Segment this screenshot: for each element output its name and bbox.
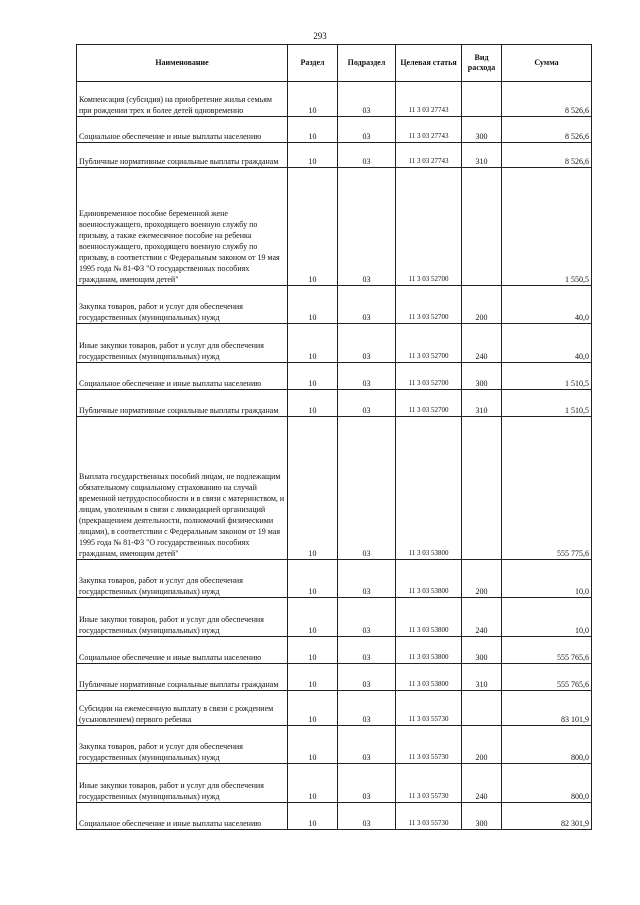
row-type: 200 — [462, 286, 502, 324]
row-subsection: 03 — [338, 363, 396, 390]
table-row — [77, 168, 592, 286]
row-type: 240 — [462, 764, 502, 803]
page-number: 293 — [313, 31, 327, 41]
row-type — [462, 417, 502, 560]
row-name: Компенсация (субсидия) на приобретение жилья семьям при рождении трех и более детей одновременно — [77, 82, 288, 117]
table-row — [77, 598, 592, 637]
row-section: 10 — [288, 764, 338, 803]
row-subsection: 03 — [338, 417, 396, 560]
row-name: Социальное обеспечение и иные выплаты населению — [77, 363, 288, 390]
row-section: 10 — [288, 417, 338, 560]
table-row — [77, 117, 592, 143]
table-row — [77, 143, 592, 168]
header-sum: Сумма — [502, 45, 592, 82]
row-sum: 40,0 — [502, 324, 592, 363]
row-type: 310 — [462, 390, 502, 417]
budget-table — [76, 44, 592, 830]
row-name: Иные закупки товаров, работ и услуг для обеспечения государственных (муниципальных) нужд — [77, 324, 288, 363]
row-section: 10 — [288, 560, 338, 598]
row-section: 10 — [288, 664, 338, 691]
row-section: 10 — [288, 691, 338, 726]
row-section: 10 — [288, 390, 338, 417]
header-section: Раздел — [288, 45, 338, 82]
row-type — [462, 82, 502, 117]
row-subsection: 03 — [338, 324, 396, 363]
row-subsection: 03 — [338, 598, 396, 637]
row-name: Иные закупки товаров, работ и услуг для обеспечения государственных (муниципальных) нужд — [77, 598, 288, 637]
row-name: Закупка товаров, работ и услуг для обеспечения государственных (муниципальных) нужд — [77, 560, 288, 598]
row-sum: 1 550,5 — [502, 168, 592, 286]
row-subsection: 03 — [338, 82, 396, 117]
row-target: 11 3 03 55730 — [396, 726, 462, 764]
row-sum: 8 526,6 — [502, 143, 592, 168]
row-target: 11 3 03 27743 — [396, 117, 462, 143]
row-target: 11 3 03 55730 — [396, 803, 462, 830]
table-row — [77, 390, 592, 417]
row-section: 10 — [288, 82, 338, 117]
row-target: 11 3 03 53800 — [396, 598, 462, 637]
row-name: Публичные нормативные социальные выплаты гражданам — [77, 664, 288, 691]
row-target: 11 3 03 55730 — [396, 764, 462, 803]
row-type: 240 — [462, 598, 502, 637]
row-target: 11 3 03 53800 — [396, 637, 462, 664]
row-sum: 555 765,6 — [502, 664, 592, 691]
row-section: 10 — [288, 168, 338, 286]
row-subsection: 03 — [338, 168, 396, 286]
row-sum: 10,0 — [502, 560, 592, 598]
row-section: 10 — [288, 143, 338, 168]
row-target: 11 3 03 27743 — [396, 82, 462, 117]
row-type: 310 — [462, 143, 502, 168]
table-row — [77, 726, 592, 764]
row-type: 300 — [462, 637, 502, 664]
row-subsection: 03 — [338, 637, 396, 664]
row-section: 10 — [288, 598, 338, 637]
row-section: 10 — [288, 726, 338, 764]
row-type: 300 — [462, 363, 502, 390]
row-target: 11 3 03 55730 — [396, 691, 462, 726]
row-sum: 82 301,9 — [502, 803, 592, 830]
row-section: 10 — [288, 637, 338, 664]
table-row — [77, 691, 592, 726]
row-name: Единовременное пособие беременной жене военнослужащего, проходящего военную службу по призыву, а также ежемесячное пособие на ребенка военнослужащего, проходящего военную службу по призыву, в соответствии с Федеральным законом от 19 мая 1995 года № 81-ФЗ "О государственных пособиях гражданам, имеющим детей" — [77, 168, 288, 286]
row-sum: 1 510,5 — [502, 390, 592, 417]
table-row — [77, 560, 592, 598]
header-name: Наименование — [77, 45, 288, 82]
row-type: 200 — [462, 726, 502, 764]
row-subsection: 03 — [338, 560, 396, 598]
table-row — [77, 82, 592, 117]
table-row — [77, 764, 592, 803]
row-subsection: 03 — [338, 143, 396, 168]
row-name: Закупка товаров, работ и услуг для обеспечения государственных (муниципальных) нужд — [77, 286, 288, 324]
row-name: Иные закупки товаров, работ и услуг для обеспечения государственных (муниципальных) нужд — [77, 764, 288, 803]
row-type: 200 — [462, 560, 502, 598]
row-sum: 800,0 — [502, 726, 592, 764]
row-type: 310 — [462, 664, 502, 691]
row-subsection: 03 — [338, 117, 396, 143]
header-type: Вид расхода — [462, 45, 502, 82]
row-target: 11 3 03 52700 — [396, 168, 462, 286]
row-type: 300 — [462, 117, 502, 143]
row-name: Социальное обеспечение и иные выплаты населению — [77, 117, 288, 143]
row-target: 11 3 03 27743 — [396, 143, 462, 168]
row-sum: 555 765,6 — [502, 637, 592, 664]
row-name: Публичные нормативные социальные выплаты гражданам — [77, 390, 288, 417]
row-type: 300 — [462, 803, 502, 830]
row-sum: 83 101,9 — [502, 691, 592, 726]
row-target: 11 3 03 52700 — [396, 286, 462, 324]
row-subsection: 03 — [338, 390, 396, 417]
row-target: 11 3 03 52700 — [396, 324, 462, 363]
row-name: Публичные нормативные социальные выплаты гражданам — [77, 143, 288, 168]
row-subsection: 03 — [338, 764, 396, 803]
row-section: 10 — [288, 286, 338, 324]
header-target: Целевая статья — [396, 45, 462, 82]
row-sum: 40,0 — [502, 286, 592, 324]
table-row — [77, 664, 592, 691]
row-target: 11 3 03 53800 — [396, 664, 462, 691]
row-target: 11 3 03 52700 — [396, 390, 462, 417]
header-subsection: Подраздел — [338, 45, 396, 82]
row-sum: 10,0 — [502, 598, 592, 637]
row-subsection: 03 — [338, 726, 396, 764]
row-section: 10 — [288, 324, 338, 363]
row-section: 10 — [288, 117, 338, 143]
table-row — [77, 363, 592, 390]
row-name: Выплата государственных пособий лицам, не подлежащим обязательному социальному страхованию на случай временной нетрудоспособности и в связи с материнством, и лицам, уволенным в связи с ликвидацией организаций (прекращением деятельности, полномочий физическими лицами), в соответствии с Федеральным законом от 19 мая 1995 года № 81-ФЗ "О государственных пособиях гражданам, имеющим детей" — [77, 417, 288, 560]
row-subsection: 03 — [338, 664, 396, 691]
row-name: Субсидии на ежемесячную выплату в связи с рождением (усыновлением) первого ребенка — [77, 691, 288, 726]
row-sum: 1 510,5 — [502, 363, 592, 390]
row-subsection: 03 — [338, 803, 396, 830]
row-subsection: 03 — [338, 286, 396, 324]
table-row — [77, 637, 592, 664]
row-target: 11 3 03 53800 — [396, 560, 462, 598]
table-row — [77, 417, 592, 560]
table-row — [77, 286, 592, 324]
table-row — [77, 803, 592, 830]
row-sum: 800,0 — [502, 764, 592, 803]
row-subsection: 03 — [338, 691, 396, 726]
row-target: 11 3 03 52700 — [396, 363, 462, 390]
row-type: 240 — [462, 324, 502, 363]
row-type — [462, 168, 502, 286]
table-row — [77, 324, 592, 363]
row-type — [462, 691, 502, 726]
table-header-row — [77, 45, 592, 82]
row-sum: 8 526,6 — [502, 82, 592, 117]
row-name: Социальное обеспечение и иные выплаты населению — [77, 803, 288, 830]
row-name: Закупка товаров, работ и услуг для обеспечения государственных (муниципальных) нужд — [77, 726, 288, 764]
row-section: 10 — [288, 363, 338, 390]
row-sum: 555 775,6 — [502, 417, 592, 560]
row-target: 11 3 03 53800 — [396, 417, 462, 560]
row-section: 10 — [288, 803, 338, 830]
row-sum: 8 526,6 — [502, 117, 592, 143]
row-name: Социальное обеспечение и иные выплаты населению — [77, 637, 288, 664]
